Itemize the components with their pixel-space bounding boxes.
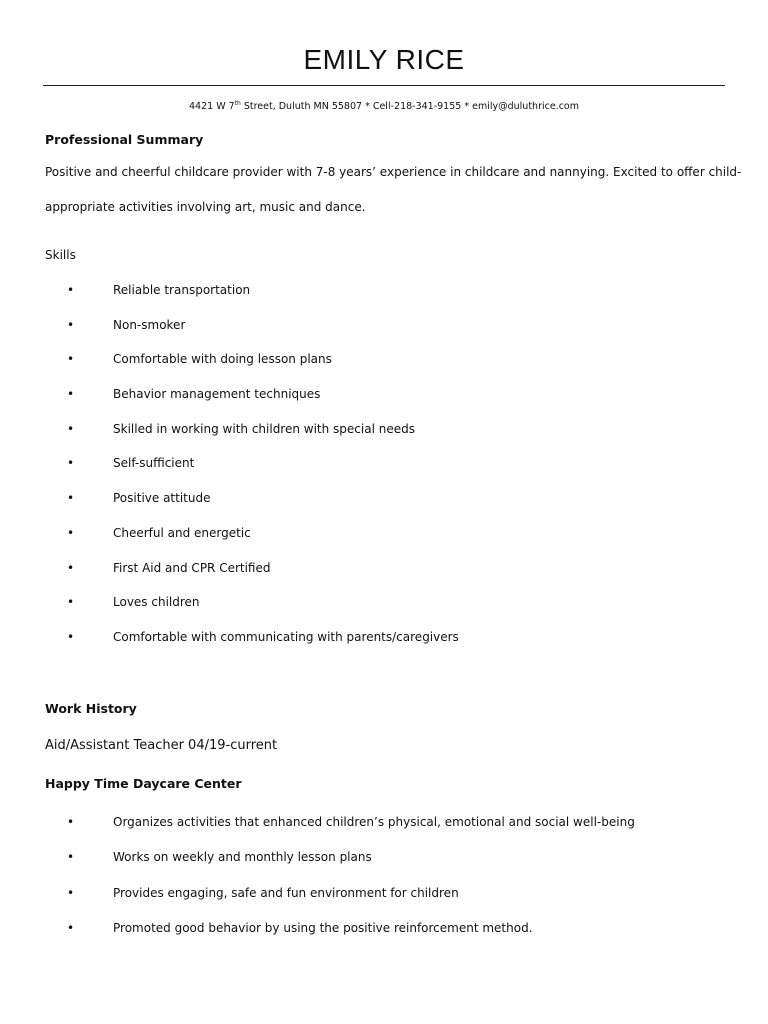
bullet-icon: • bbox=[67, 595, 75, 610]
skill-item bbox=[0, 491, 768, 526]
bullet-icon: • bbox=[67, 885, 75, 900]
skill-item bbox=[0, 595, 768, 630]
skills-heading: Skills bbox=[45, 248, 76, 262]
job-duties-list bbox=[0, 815, 768, 956]
skill-item bbox=[0, 456, 768, 491]
bullet-icon: • bbox=[67, 387, 75, 402]
skill-item bbox=[0, 318, 768, 353]
skill-text: Loves children bbox=[113, 595, 200, 610]
skill-text: Self-sufficient bbox=[113, 456, 195, 471]
contact-details: Street, Duluth MN 55807 * Cell-218-341-9155 * emily@duluthrice.com bbox=[240, 101, 579, 112]
duty-text: Works on weekly and monthly lesson plans bbox=[113, 850, 372, 865]
duty-text: Promoted good behavior by using the positive reinforcement method. bbox=[113, 920, 533, 935]
skill-text: Positive attitude bbox=[113, 491, 211, 506]
skill-item bbox=[0, 561, 768, 596]
bullet-icon: • bbox=[67, 850, 75, 865]
bullet-icon: • bbox=[67, 525, 75, 540]
skill-item bbox=[0, 352, 768, 387]
skill-text: Behavior management techniques bbox=[113, 387, 321, 402]
summary-line-2: appropriate activities involving art, music and dance. bbox=[45, 200, 366, 214]
employer-name: Happy Time Daycare Center bbox=[45, 776, 242, 791]
contact-ordinal-suffix: th bbox=[234, 100, 241, 107]
bullet-icon: • bbox=[67, 317, 75, 332]
resume-name: EMILY RICE bbox=[303, 44, 465, 75]
skill-text: Comfortable with communicating with parents/caregivers bbox=[113, 629, 459, 644]
skill-item bbox=[0, 422, 768, 457]
duty-item bbox=[0, 886, 768, 921]
contact-address-start: 4421 W 7 bbox=[189, 101, 235, 112]
skill-item bbox=[0, 387, 768, 422]
bullet-icon: • bbox=[67, 352, 75, 367]
skill-text: First Aid and CPR Certified bbox=[113, 560, 271, 575]
skill-text: Non-smoker bbox=[113, 317, 186, 332]
skills-list bbox=[0, 283, 768, 665]
summary-heading: Professional Summary bbox=[45, 132, 204, 147]
duty-item bbox=[0, 850, 768, 885]
skill-text: Reliable transportation bbox=[113, 283, 251, 297]
skill-text: Skilled in working with children with special needs bbox=[113, 421, 415, 436]
duty-text: Provides engaging, safe and fun environment for children bbox=[113, 885, 459, 900]
bullet-icon: • bbox=[67, 560, 75, 575]
skill-item bbox=[0, 283, 768, 318]
skill-item bbox=[0, 630, 768, 665]
bullet-icon: • bbox=[67, 815, 75, 829]
duty-text: Organizes activities that enhanced children’s physical, emotional and social well-being bbox=[113, 815, 635, 829]
skill-item bbox=[0, 526, 768, 561]
contact-line bbox=[0, 100, 768, 112]
duty-item bbox=[0, 921, 768, 956]
bullet-icon: • bbox=[67, 283, 75, 297]
header-divider bbox=[43, 85, 725, 86]
bullet-icon: • bbox=[67, 421, 75, 436]
job-title: Aid/Assistant Teacher 04/19-current bbox=[45, 738, 278, 753]
summary-line-1: Positive and cheerful childcare provider with 7-8 years’ experience in childcare and nannying. Excited to offer child- bbox=[45, 165, 742, 179]
duty-item bbox=[0, 815, 768, 850]
skill-text: Comfortable with doing lesson plans bbox=[113, 352, 332, 367]
skill-text: Cheerful and energetic bbox=[113, 525, 251, 540]
work-history-heading: Work History bbox=[45, 701, 137, 716]
bullet-icon: • bbox=[67, 920, 75, 935]
bullet-icon: • bbox=[67, 456, 75, 471]
bullet-icon: • bbox=[67, 629, 75, 644]
bullet-icon: • bbox=[67, 491, 75, 506]
